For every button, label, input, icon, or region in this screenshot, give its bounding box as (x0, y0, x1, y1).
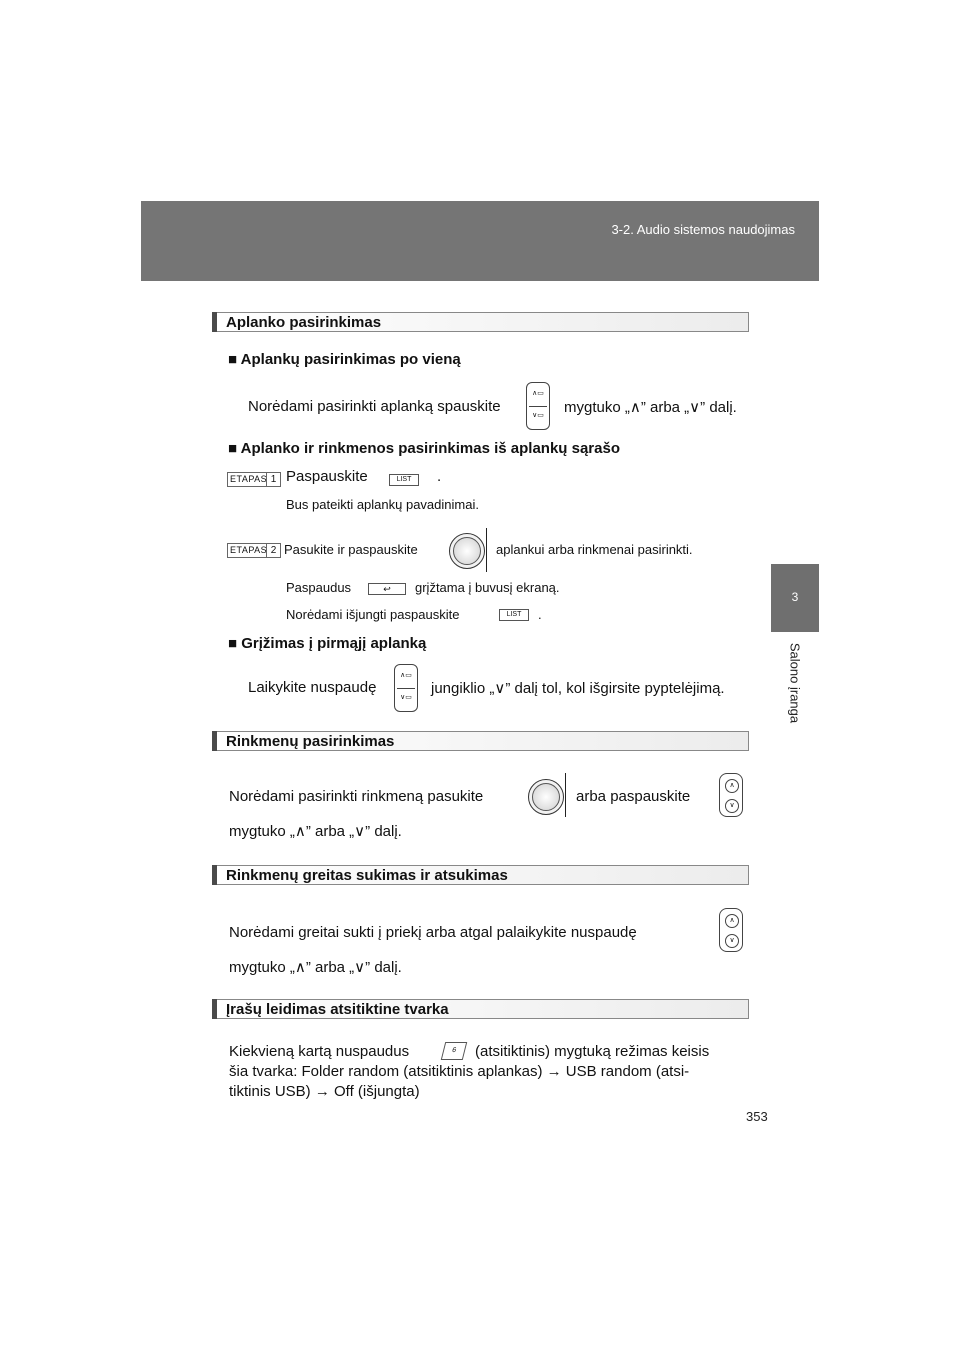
step-1-badge: ETAPAS 1 (227, 472, 281, 487)
track-rocker-icon-2: ∧ ∨ (719, 908, 743, 952)
text-folder-line1b: mygtuko „∧” arba „∨” dalį. (564, 399, 737, 416)
section-heading-random (212, 999, 749, 1019)
heading-text: Rinkmenų greitas sukimas ir atsukimas (226, 867, 508, 884)
section-title: 3-2. Audio sistemos naudojimas (611, 222, 795, 237)
text-random-c: tiktinis USB) → Off (išjungta) (229, 1083, 420, 1100)
heading-text: Rinkmenų pasirinkimas (226, 733, 395, 750)
note-off-b: . (538, 607, 542, 622)
heading-text: Aplanko pasirinkimas (226, 314, 382, 331)
text-file-c: mygtuko „∧” arba „∨” dalį. (229, 823, 402, 840)
step-2-text-b: aplankui arba rinkmenai pasirinkti. (496, 542, 693, 557)
random-button-icon: 6 (441, 1042, 467, 1060)
section-heading-folder (212, 312, 749, 332)
folder-rocker-icon: ∧▭ ∨▭ (526, 382, 550, 430)
text-random-b: šia tvarka: Folder random (atsitiktinis aplankas) → USB random (atsi- (229, 1063, 690, 1080)
step-1-end: . (437, 468, 442, 485)
folder-rocker-icon-2: ∧▭ ∨▭ (394, 664, 418, 712)
note-back-a: Paspaudus (286, 580, 352, 595)
list-button-icon-2: LIST (499, 609, 529, 621)
section-heading-file (212, 731, 749, 751)
text-seek-a: Norėdami greitai sukti į priekį arba atgal palaikykite nuspaudę (229, 924, 637, 941)
back-button-icon: ↩ (368, 583, 406, 595)
text-seek-b: mygtuko „∧” arba „∨” dalį. (229, 959, 402, 976)
text-file-a: Norėdami pasirinkti rinkmeną pasukite (229, 788, 484, 805)
chapter-header (141, 201, 819, 281)
note-back-b: grįžtama į buvusį ekraną. (415, 580, 560, 595)
text-file-b: arba paspauskite (576, 788, 691, 805)
step-2-text-a: Pasukite ir paspauskite (284, 542, 418, 557)
step-1-text: Paspauskite (286, 468, 368, 485)
knob-pointer-line (486, 528, 487, 572)
page-number: 353 (746, 1109, 768, 1124)
text-random-a2: (atsitiktinis) mygtuką režimas keisis (475, 1043, 710, 1060)
text-folder-line1a: Norėdami pasirinkti aplanką spauskite (248, 398, 501, 415)
tune-knob-icon (449, 533, 485, 569)
heading-text: Įrašų leidimas atsitiktine tvarka (226, 1001, 449, 1018)
subheading-from-list: ■ Aplanko ir rinkmenos pasirinkimas iš aplankų sąrašo (228, 440, 620, 457)
note-off-a: Norėdami išjungti paspauskite (286, 607, 460, 622)
text-first-folder-a: Laikykite nuspaudę (248, 679, 377, 696)
knob-pointer-line-2 (565, 773, 566, 817)
section-heading-seek (212, 865, 749, 885)
chapter-label: Salono įranga (787, 642, 803, 724)
text-random-a1: Kiekvieną kartą nuspaudus (229, 1043, 410, 1060)
text-first-folder-b: jungiklio „∨” dalį tol, kol išgirsite pyptelėjimą. (431, 680, 725, 697)
step-1-note: Bus pateikti aplankų pavadinimai. (286, 497, 479, 512)
tune-knob-icon-2 (528, 779, 564, 815)
list-button-icon: LIST (389, 474, 419, 486)
subheading-one-by-one: ■ Aplankų pasirinkimas po vieną (228, 351, 461, 368)
chapter-tab (771, 564, 819, 632)
track-rocker-icon: ∧ ∨ (719, 773, 743, 817)
step-2-badge: ETAPAS 2 (227, 543, 281, 558)
subheading-first-folder: ■ Grįžimas į pirmąjį aplanką (228, 635, 427, 652)
chapter-number: 3 (791, 590, 799, 604)
